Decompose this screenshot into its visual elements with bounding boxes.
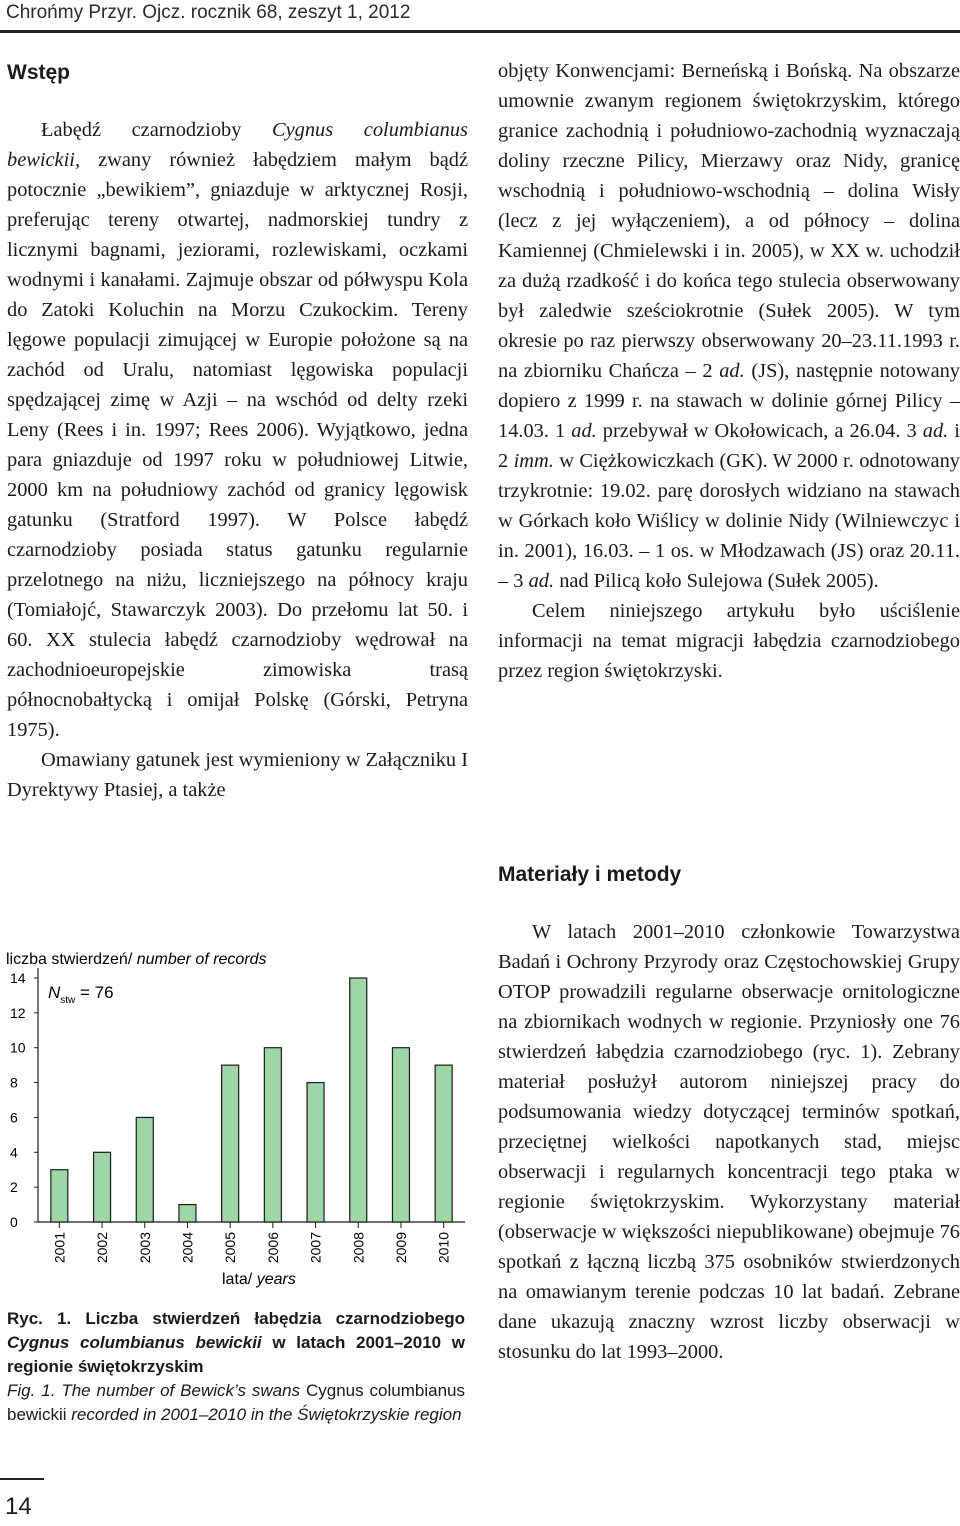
species-name: Cygnus columbianus bewickii bbox=[7, 119, 468, 171]
y-tick-label: 0 bbox=[10, 1214, 18, 1230]
x-tick-label: 2010 bbox=[435, 1232, 452, 1264]
text-run: przebywał w Okołowicach, a 26.04. 3 bbox=[596, 420, 923, 442]
page-number: 14 bbox=[5, 1493, 32, 1520]
text-run: (JS), następnie notowany dopiero z 1999 r. na stawach w dolinie górnej Pilicy – 14.03. 1 bbox=[498, 360, 960, 442]
intro-column bbox=[7, 115, 468, 805]
n-annotation: $N_{stw} = 76$ bbox=[48, 983, 114, 1006]
text-run: w latach 2001–2010 w regionie świętokrzyskim bbox=[7, 1333, 466, 1376]
text-run: objęty Konwencjami: Berneńską i Bońską. Na obszarze umownie zwanym regionem świętokrzyskim, którego granice zachodnią i południowo-zachodnią wyznaczają doliny rzeczne Pilicy, Mierzawy oraz Nidy, granicę wschodnią i południowo-wschodnią – dolina Wisły (lecz z jej wyłączeniem), a od północy – dolina Kamiennej (Chmielewski i in. 2005), w XX w. uchodził za dużą rzadkość i do końca tego stulecia obserwowany był zaledwie sześciokrotnie (Sułek 2005). W tym okresie po raz pierwszy obserwowany 20–23.11.1993 r. na zbiorniku Chańcza – 2 bbox=[498, 60, 960, 382]
figure-1 bbox=[0, 940, 470, 1300]
y-tick-label: 4 bbox=[10, 1144, 18, 1161]
bar-2007 bbox=[307, 1083, 324, 1222]
bar-2005 bbox=[222, 1065, 239, 1222]
x-tick-label: 2008 bbox=[350, 1232, 367, 1264]
text-run: nad Pilicą koło Sulejowa (Sułek 2005). bbox=[554, 570, 879, 592]
bar-2001 bbox=[51, 1170, 68, 1222]
methods-paragraph-1: W latach 2001–2010 członkowie Towarzystwa Badań i Ochrony Przyrody oraz Częstochowskiej Grupy OTOP prowadzili regularne obserwacje ornitologiczne na zbiornikach wodnych w regionie. Przyniosły one 76 stwierdzeń łabędzia czarnodziobego (ryc. 1). Zebrany materiał posłużył autorom niniejszej pracy do podsumowania wiedzy dotyczącej terminów spotkań, przeciętnej wielkości napotkanych stad, miejsc obserwacji i regularnych koncentracji tego ptaka w regionie świętokrzyskim. Wykorzystany materiał (obserwacje w większości niepublikowane) obejmuje 76 spotkań z łączną liczbą 375 osobników stwierdzonych na omawianym terenie podczas 10 lat badań. Zebrane dane ukazują znaczny wzrost liczby obserwacji w stosunku do lat 1993–2000. bbox=[498, 921, 960, 1363]
methods-column bbox=[498, 917, 960, 1367]
x-tick-label: 2001 bbox=[51, 1232, 68, 1264]
species-name: Cygnus columbianus bewickii bbox=[7, 1381, 465, 1424]
caption-english bbox=[7, 1379, 465, 1427]
text-run: , zwany również łabędziem małym bądź potocznie „bewikiem”, gniazduje w arktycznej Rosji, preferując tereny otwartej, nadmorskiej tundry z licznymi bagnami, jeziorami, rozlewiskami, oczkami wodnymi i kanałami. Zajmuje obszar od półwyspu Kola do Zatoki Koluchin na Morzu Czukockim. Tereny lęgowe populacji zimującej w Europie położone są na zachód od Uralu, natomiast lęgowiska populacji spędzającej zimę w Azji – na wschód od delty rzeki Leny (Rees i in. 1997; Rees 2006). Wyjątkowo, jedna para gniazduje od 1997 roku w południowej Litwie, 2000 km na południowy zachód od granicy lęgowisk gatunku (Stratford 1997). W Polsce łabędź czarnodzioby posiada status gatunku regularnie przelotnego na niżu, liczniejszego na północy kraju (Tomiałojć, Stawarczyk 2003). Do przełomu lat 50. i 60. XX stulecia łabędź czarnodzioby wędrował na zachodnioeuropejskie zimowiska trasą północnobałtycką i omijał Polskę (Górski, Petryna 1975). bbox=[7, 149, 468, 741]
y-tick-label: 12 bbox=[10, 1004, 26, 1021]
intro-paragraph-2: Omawiany gatunek jest wymieniony w Załączniku I Dyrektywy Ptasiej, a także bbox=[7, 749, 468, 801]
y-ticks bbox=[10, 970, 38, 1230]
text-run: i 2 bbox=[498, 420, 960, 472]
y-tick-label: 6 bbox=[10, 1109, 18, 1126]
bar-2008 bbox=[350, 978, 367, 1222]
x-tick-label: 2002 bbox=[94, 1232, 111, 1264]
x-tick-label: 2007 bbox=[307, 1232, 324, 1264]
abbrev: ad. bbox=[922, 420, 949, 442]
header-rule bbox=[0, 30, 960, 33]
y-tick-label: 14 bbox=[10, 970, 26, 986]
abbrev: ad. bbox=[571, 420, 597, 442]
text-run: Łabędź czarnodzioby bbox=[41, 119, 273, 141]
right-column-text bbox=[498, 56, 960, 686]
text-run: recorded in 2001–2010 in the Świętokrzyskie region bbox=[66, 1405, 462, 1424]
x-tick-label: 2009 bbox=[392, 1232, 409, 1264]
x-ticks bbox=[51, 1222, 451, 1263]
text-run: Ryc. 1. Liczba stwierdzeń łabędzia czarnodziobego bbox=[7, 1309, 465, 1328]
bar-2009 bbox=[392, 1048, 409, 1222]
footer-rule bbox=[0, 1478, 44, 1480]
abbrev: ad. bbox=[528, 570, 555, 592]
right-paragraph-1 bbox=[498, 56, 960, 596]
text-run: Fig. 1. The number of Bewick’s swans bbox=[7, 1381, 306, 1400]
bar-2002 bbox=[94, 1152, 111, 1222]
text-run: w Ciężkowiczkach (GK). W 2000 r. odnotowany trzykrotnie: 19.02. parę dorosłych widziano na stawach w Górkach koło Wiślicy w dolinie Nidy (Wilniewczyc i in. 2001), 16.03. – 1 os. w Młodzawach (JS) oraz 20.11. – 3 bbox=[498, 450, 960, 592]
x-tick-label: 2005 bbox=[222, 1232, 239, 1264]
x-tick-label: 2006 bbox=[264, 1232, 281, 1264]
intro-paragraph-1 bbox=[7, 115, 468, 745]
figure-caption bbox=[7, 1307, 465, 1427]
y-tick-label: 8 bbox=[10, 1074, 18, 1091]
abbrev: imm. bbox=[513, 450, 554, 472]
bar-2010 bbox=[435, 1065, 452, 1222]
section-heading-intro: Wstęp bbox=[7, 61, 70, 84]
bar-2004 bbox=[179, 1205, 196, 1222]
species-name: Cygnus columbianus bewickii bbox=[7, 1333, 262, 1352]
x-tick-label: 2003 bbox=[136, 1232, 153, 1264]
bar-2006 bbox=[264, 1048, 281, 1222]
x-axis-label: lata/ years bbox=[222, 1271, 296, 1288]
y-tick-label: 2 bbox=[10, 1179, 18, 1196]
bars bbox=[51, 978, 452, 1222]
section-heading-methods: Materiały i metody bbox=[498, 863, 682, 886]
bar-chart bbox=[0, 940, 470, 1300]
running-head: Chrońmy Przyr. Ojcz. rocznik 68, zeszyt 1, 2012 bbox=[6, 2, 411, 23]
y-axis-label: liczba stwierdzeń/ number of records bbox=[6, 951, 267, 968]
right-paragraph-2: Celem niniejszego artykułu było uściślenie informacji na temat migracji łabędzia czarnodziobego przez region świętokrzyski. bbox=[498, 600, 960, 682]
y-tick-label: 10 bbox=[10, 1039, 26, 1056]
caption-polish bbox=[7, 1307, 465, 1379]
x-tick-label: 2004 bbox=[179, 1232, 196, 1264]
abbrev: ad. bbox=[719, 360, 745, 382]
bar-2003 bbox=[136, 1117, 153, 1222]
